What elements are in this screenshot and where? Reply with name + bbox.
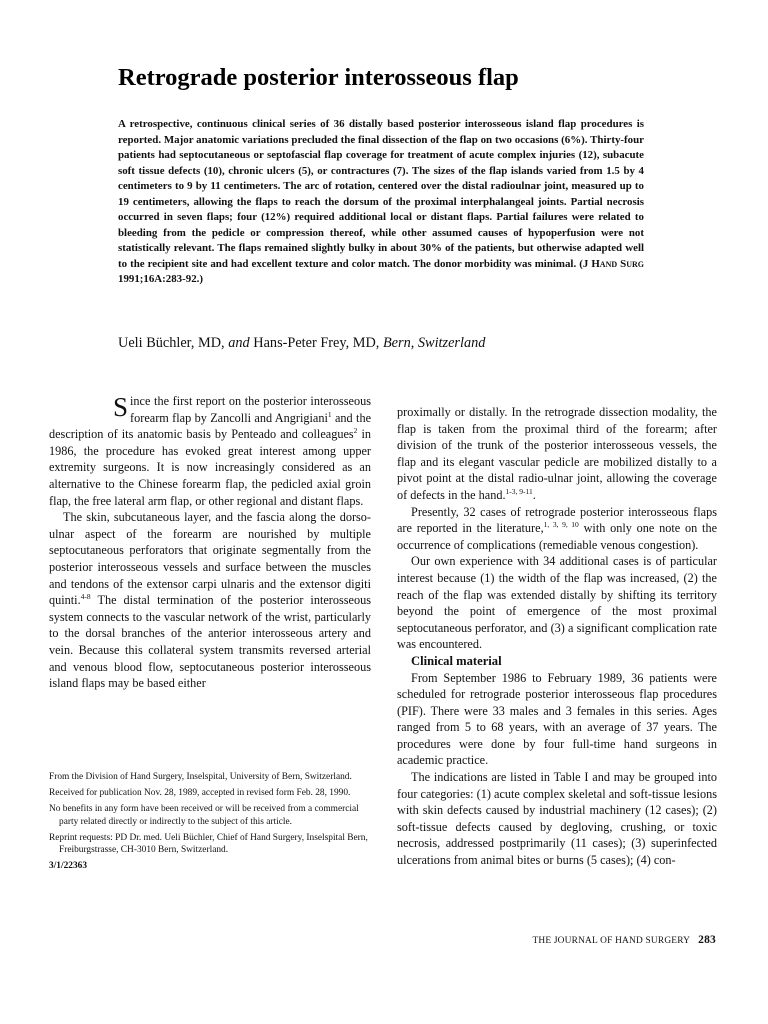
reference-marker: 1 bbox=[327, 409, 332, 419]
author-line bbox=[118, 333, 678, 353]
drop-cap: S bbox=[113, 392, 129, 422]
reference-marker: 2 bbox=[353, 426, 358, 436]
page-footer bbox=[400, 934, 716, 946]
body-paragraph-6: From September 1986 to February 1989, 36 patients were scheduled for retrograde posterior interosseous flap procedures (PIF). There were 33 males and 3 females in this series. Ages ranged from 5 to 68 years, with an average of 37 years. The procedures were done by four full-time hand surgeons in academic practice. bbox=[397, 670, 717, 768]
footnote-benefits: No benefits in any form have been received or will be received from a commercial party related directly or indirectly to the subject of this article. bbox=[49, 804, 359, 827]
body-paragraph-3: proximally or distally. In the retrograde dissection modality, the flap is taken from the proximal third of the forearm; after division of the trunk of the posterior interosseous vessels, the flap and its elegant vascular pedicle are mobilized distally to a pivot point at the distal radio-ulnar joint, allowing the coverage of defects in the hand.$^{1-3, 9-11}$. bbox=[397, 405, 717, 502]
footnote-affiliation: From the Division of Hand Surgery, Inselspital, University of Bern, Switzerland. bbox=[49, 772, 352, 782]
body-paragraph-7: The indications are listed in Table I and may be grouped into four categories: (1) acute complex skeletal and soft-tissue lesions with skin defects caused by industrial machinery (12 cases); (2) soft-tissue defects caused by degloving, crushing, or toxic necrosis, addressed postprimarily (11 cases); (3) superinfected ulcerations from animal bites or burns (5 cases); (4) con- bbox=[397, 770, 717, 868]
reference-marker: 1-3, 9-11 bbox=[505, 486, 533, 496]
author-location: Bern, Switzerland bbox=[382, 335, 486, 351]
reference-marker: 1, 3, 9, 10 bbox=[543, 520, 579, 530]
footer-journal-name: THE JOURNAL OF HAND SURGERY bbox=[532, 936, 691, 946]
footnote-code: 3/1/22363 bbox=[49, 861, 88, 872]
section-heading-clinical-material: Clinical material bbox=[411, 653, 502, 668]
body-paragraph-5: Our own experience with 34 additional cases is of particular interest because (1) the width of the flap was increased, (2) the reach of the flap was extended distally by shifting its territory beyond the point of emergence of the most proximal septocutaneous perforator, and (3) a significant complication rate was encountered. bbox=[397, 554, 717, 652]
abstract-text: A retrospective, continuous clinical series of 36 distally based posterior interosseous island flap procedures is reported. Major anatomic variations precluded the final dissection of the flap on two occasions (6%). Thirty-four patients had septocutaneous or septofascial flap coverage for treatment of acute complex injuries (12), subacute soft tissue defects (10), chronic ulcers (5), or contractures (7). The sizes of the flap islands varied from 1.5 by 4 centimeters to 9 by 11 centimeters. The arc of rotation, centered over the distal radioulnar joint, measured up to 19 centimeters, allowing the flaps to reach the dorsum of the proximal interphalangeal joints. Partial necrosis occurred in seven flaps; four (12%) required additional local or distant flaps. Partial failures were related to bleeding from the pedicle or compression thereof, while other assumed causes of hypoperfusion were not statistically relevant. The flaps remained slightly bulky in about 30% of the patients, but otherwise adapted well to the recipient site and had excellent texture and color match. The donor morbidity was minimal. bbox=[118, 118, 644, 270]
body-paragraph-2: The skin, subcutaneous layer, and the fascia along the dorso-ulnar aspect of the forearm are nourished by multiple septocutaneous perforators that originate segmentally from the posterior interosseous vessels and surface between the muscles and tendons of the extensor carpi ulnaris and the extensor digiti quinti.$^{4-8}$ The distal termination of the posterior interosseous system connects to the vascular network of the wrist, particularly to the dorsal branches of the anterior interosseous artery and vein. Because this collateral system transmits reversed arterial and venous blood flow, septocutaneous posterior interosseous island flaps may be based either bbox=[49, 510, 371, 691]
author-1: Ueli Büchler, MD, bbox=[118, 335, 229, 351]
abstract bbox=[118, 117, 644, 288]
author-2: Hans-Peter Frey, MD, bbox=[249, 335, 383, 351]
body-column-left bbox=[49, 393, 371, 692]
page-number: 283 bbox=[698, 934, 716, 946]
footnotes bbox=[49, 771, 371, 876]
article-title: Retrograde posterior interosseous flap bbox=[118, 64, 519, 91]
body-column-right bbox=[397, 404, 717, 869]
author-conjunction: and bbox=[228, 335, 250, 351]
journal-citation: (J Hand Surg 1991;16A:283-92.) bbox=[118, 257, 644, 285]
body-paragraph-4: Presently, 32 cases of retrograde posterior interosseous flaps are reported in the literature,$^{1, 3, 9, 10}$ with only one note on the occurrence of complications (remediable venous congestion). bbox=[397, 504, 718, 552]
reference-marker: 4-8 bbox=[80, 592, 91, 602]
footnote-reprint: Reprint requests: PD Dr. med. Ueli Büchler, Chief of Hand Surgery, Inselspital Bern, Freiburgstrasse, CH-3010 Bern, Switzerland. bbox=[49, 832, 368, 856]
footnote-received: Received for publication Nov. 28, 1989, accepted in revised form Feb. 28, 1990. bbox=[49, 788, 351, 799]
body-paragraph-1: Since the first report on the posterior interosseous forearm flap by Zancolli and Angrigiani$^1$ and the description of its anatomic basis by Penteado and colleagues$^2$ in 1986, the procedure has evoked great interest among upper extremity surgeons. It is now increasingly considered as an alternative to the Chinese forearm flap, the pedicled axial groin flap, the free lateral arm flap, or other regional and distant flaps. bbox=[49, 392, 372, 508]
